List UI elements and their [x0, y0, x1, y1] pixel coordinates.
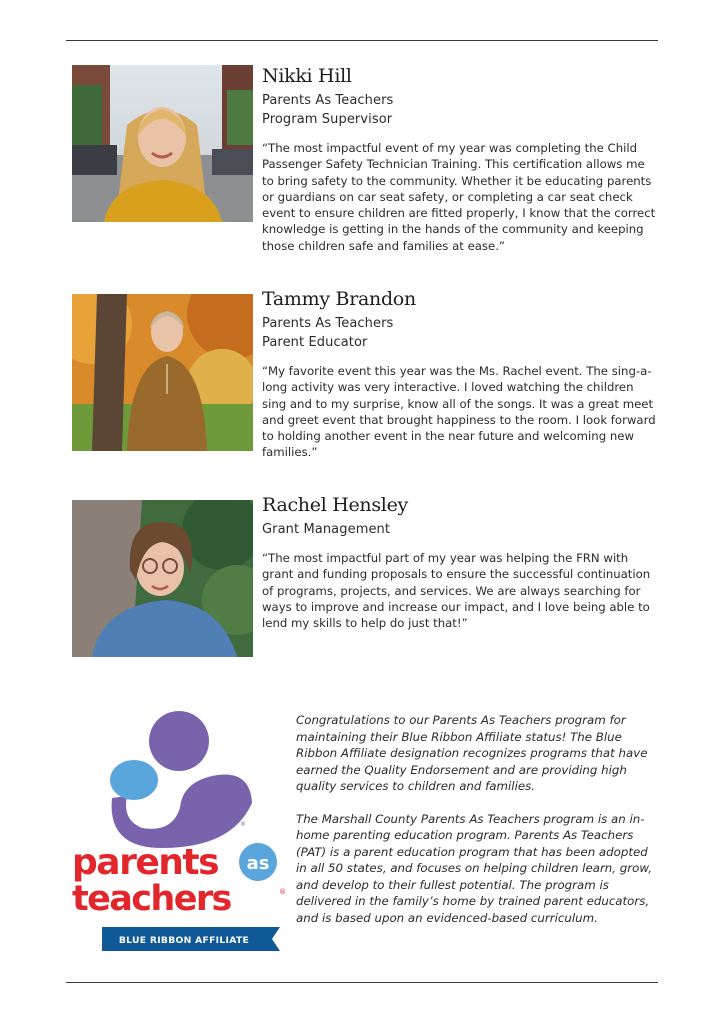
staff-name: Rachel Hensley: [262, 494, 408, 516]
staff-title: Program Supervisor: [262, 112, 393, 127]
staff-name: Nikki Hill: [262, 65, 352, 87]
nikki-hill-photo: [72, 65, 253, 222]
logo-child-head: [110, 760, 158, 800]
logo-word-parents: parents: [72, 842, 218, 883]
staff-quote: “The most impactful event of my year was completing the Child Passenger Safety Technician Training. This certification allows me to bring safety to the community. Whether it be educating parents or guardians on car seat safety, or completing a car seat check event to ensure children are fitted properly, I know that the correct knowledge is getting in the hands of the community and keeping those children safe and families at ease.”: [262, 141, 656, 253]
logo-adult-head: [149, 711, 209, 771]
bottom-divider: [66, 982, 658, 983]
logo-word-as: as: [246, 853, 270, 874]
tammy-brandon-photo: [72, 294, 253, 451]
logo-ribbon-text: BLUE RIBBON AFFILIATE: [118, 935, 250, 946]
logo-tm-top: ®: [240, 821, 246, 828]
staff-title: Parent Educator: [262, 335, 368, 350]
staff-quote: “My favorite event this year was the Ms. Rachel event. The sing-a-long activity was very interactive. I loved watching the children sing and to my surprise, know all of the songs. It was a great meet and greet event that brought happiness to the room. I look forward to holding another event in the near future and welcoming new families.”: [262, 364, 656, 460]
blue-ribbon-description: [296, 712, 658, 942]
promo-paragraph-2: The Marshall County Parents As Teachers program is an in-home parenting education program. Parents As Teachers (PAT) is a parent education program that has been adopted in all 50 states, and focuses on helping children learn, grow, and develop to their fullest potential. The program is delivered in the family’s home by trained parent educators, and is based upon an evidenced-based curriculum.: [296, 811, 652, 925]
logo-word-teachers: teachers: [72, 879, 231, 919]
staff-role: Parents As Teachers: [262, 93, 394, 108]
staff-quote: “The most impactful part of my year was helping the FRN with grant and funding proposals to ensure the successful continuation of programs, projects, and services. We are always searching for ways to improve and increase our impact, and I love being able to lend my skills to help do just that!”: [262, 551, 651, 631]
top-divider: [66, 40, 658, 41]
logo-tm-bottom: ®: [279, 888, 286, 896]
rachel-hensley-photo: [72, 500, 253, 657]
parents-as-teachers-logo: [72, 708, 287, 956]
tammy-brandon-info: [262, 288, 657, 461]
staff-role: Grant Management: [262, 522, 391, 537]
staff-role: Parents As Teachers: [262, 316, 394, 331]
promo-paragraph-1: Congratulations to our Parents As Teachers program for maintaining their Blue Ribbon Affiliate status! The Blue Ribbon Affiliate designation recognizes programs that have earned the Quality Endorsement and are providing high quality services to children and families.: [296, 713, 648, 793]
nikki-hill-info: [262, 65, 657, 254]
staff-name: Tammy Brandon: [262, 288, 416, 310]
rachel-hensley-info: [262, 494, 657, 631]
